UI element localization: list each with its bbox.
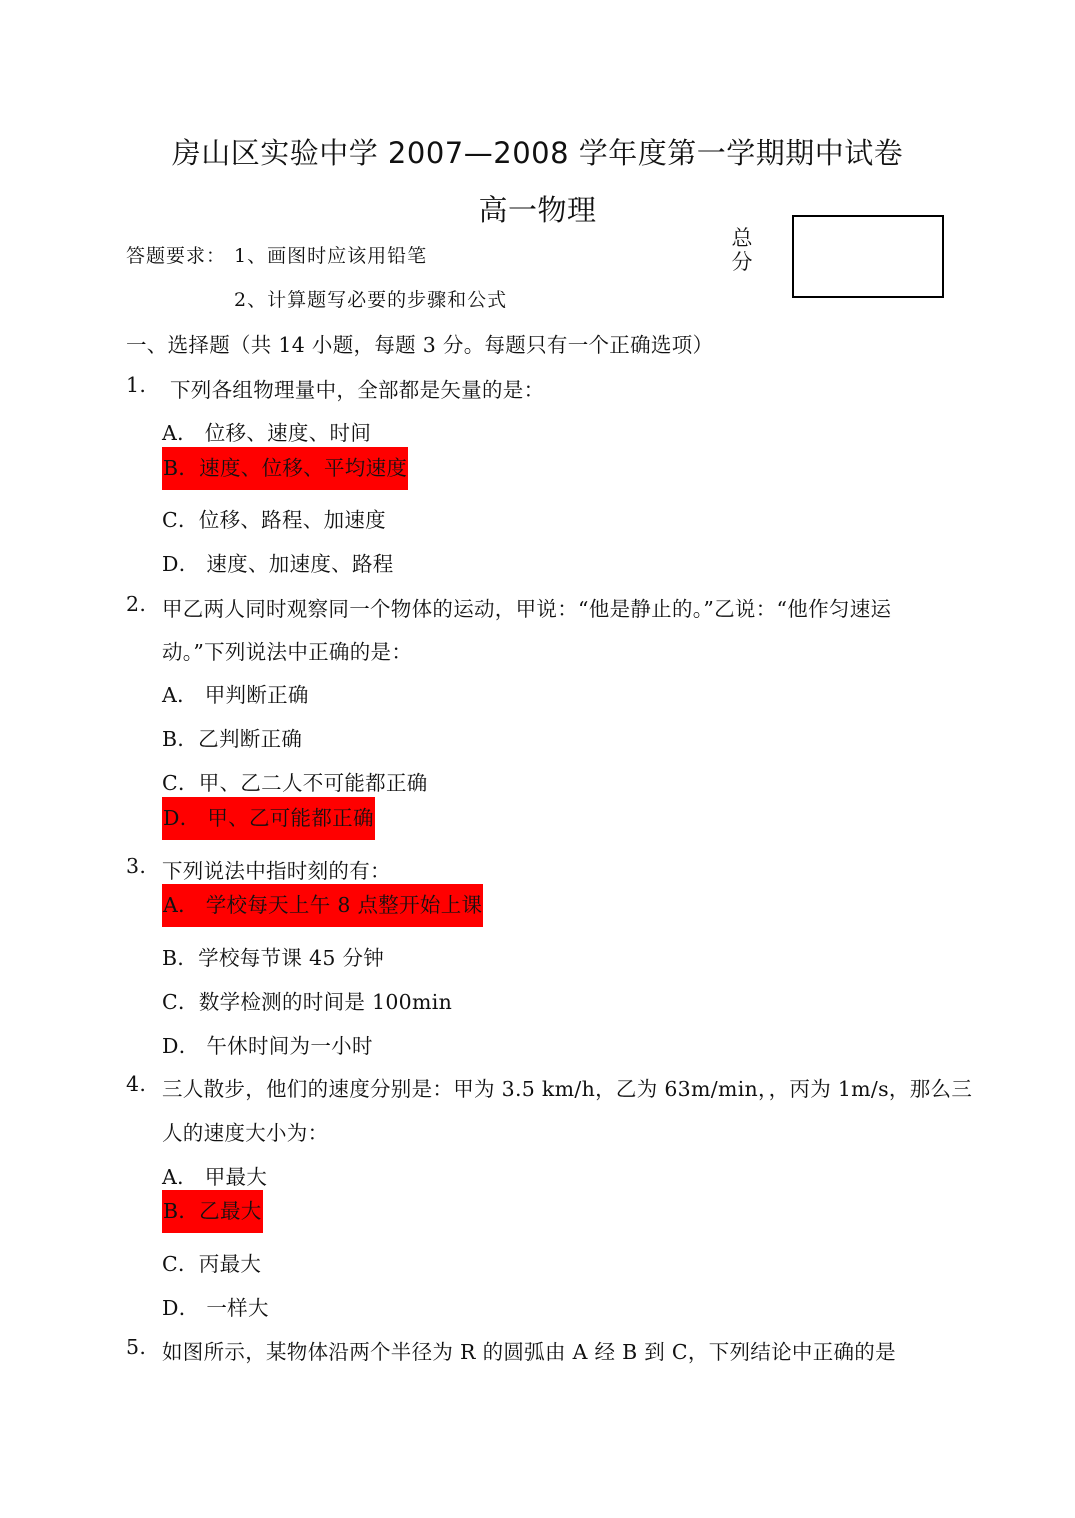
option-b-highlighted: B．乙最大 — [162, 1190, 263, 1233]
option-d: D． 午休时间为一小时 — [162, 1034, 373, 1058]
exam-title: 房山区实验中学 2007—2008 学年度第一学期期中试卷 — [171, 136, 904, 170]
question-stem-continued: 动。”下列说法中正确的是： — [162, 640, 413, 664]
total-score-box[interactable] — [792, 215, 944, 298]
requirement-2: 2、计算题写必要的步骤和公式 — [234, 289, 508, 311]
option-b: B．学校每节课 45 分钟 — [162, 946, 385, 970]
option-d-highlighted: D． 甲、乙可能都正确 — [162, 797, 375, 840]
option-d: D． 速度、加速度、路程 — [162, 552, 394, 576]
question-number: 2. — [126, 592, 147, 616]
question-number: 5. — [126, 1335, 147, 1359]
option-c: C．甲、乙二人不可能都正确 — [162, 771, 428, 795]
option-c: C．丙最大 — [162, 1252, 262, 1276]
option-b-highlighted: B．速度、位移、平均速度 — [162, 447, 408, 490]
score-label-2: 分 — [731, 250, 753, 274]
question-number: 1. — [126, 373, 147, 397]
option-a: A． 甲判断正确 — [162, 683, 309, 707]
question-stem-continued: 人的速度大小为： — [162, 1121, 329, 1145]
option-a: A． 位移、速度、时间 — [162, 421, 372, 445]
option-d: D． 一样大 — [162, 1296, 269, 1320]
requirements-label: 答题要求： — [126, 245, 227, 267]
question-number: 4. — [126, 1072, 147, 1096]
requirement-1: 1、画图时应该用铅笔 — [234, 245, 428, 267]
option-a-highlighted: A． 学校每天上午 8 点整开始上课 — [162, 884, 483, 927]
exam-subject: 高一物理 — [478, 193, 597, 227]
score-label-1: 总 — [731, 226, 753, 250]
question-number: 3. — [126, 854, 147, 878]
option-c: C．数学检测的时间是 100min — [162, 990, 453, 1014]
question-stem: 甲乙两人同时观察同一个物体的运动，甲说：“他是静止的。”乙说：“他作匀速运 — [162, 597, 892, 621]
section-title: 一、选择题（共 14 小题，每题 3 分。每题只有一个正确选项） — [126, 333, 714, 357]
option-b: B．乙判断正确 — [162, 727, 303, 751]
option-c: C．位移、路程、加速度 — [162, 508, 386, 532]
question-stem: 如图所示，某物体沿两个半径为 R 的圆弧由 A 经 B 到 C，下列结论中正确的是 — [162, 1340, 896, 1364]
question-stem: 下列各组物理量中，全部都是矢量的是： — [170, 378, 545, 402]
question-stem: 下列说法中指时刻的有： — [162, 859, 391, 883]
option-a: A． 甲最大 — [162, 1165, 268, 1189]
question-stem: 三人散步，他们的速度分别是：甲为 3.5 km/h，乙为 63m/min，，丙为 1m/s，那么三 — [162, 1077, 973, 1101]
